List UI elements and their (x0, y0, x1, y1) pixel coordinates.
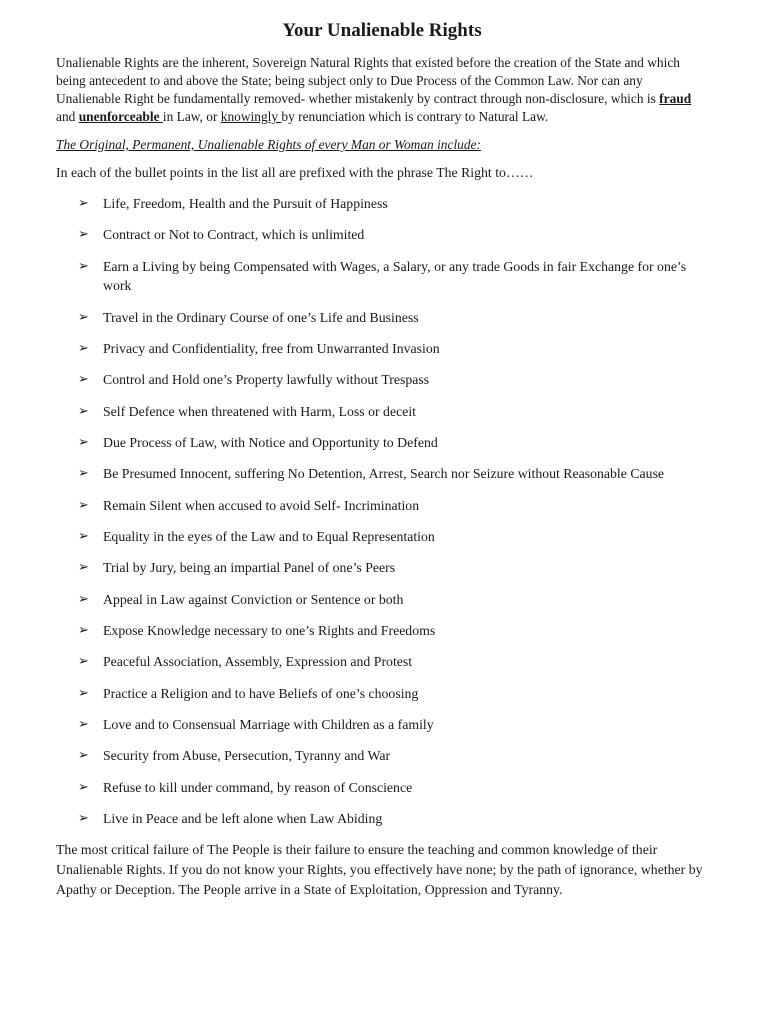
arrow-bullet-icon: ➢ (78, 779, 89, 795)
right-list-item (56, 402, 708, 422)
right-text: Love and to Consensual Marriage with Children as a family (103, 717, 434, 732)
right-text: Practice a Religion and to have Beliefs of one’s choosing (103, 685, 419, 701)
right-text: Self Defence when threatened with Harm, Loss or deceit (103, 403, 416, 419)
right-list-item (56, 308, 708, 328)
right-list-item (56, 778, 708, 798)
arrow-bullet-icon: ➢ (78, 196, 89, 211)
right-text: Security from Abuse, Persecution, Tyranny and War (103, 748, 391, 764)
arrow-bullet-icon: ➢ (78, 258, 89, 274)
right-text: Equality in the eyes of the Law and to Equal Representation (103, 528, 435, 544)
right-list-item (56, 194, 708, 214)
right-list-item (56, 370, 708, 390)
right-text: Privacy and Confidentiality, free from Unwarranted Invasion (103, 340, 440, 356)
intro-fraud-emphasis: fraud (659, 91, 692, 106)
right-list-item (56, 225, 708, 245)
prefix-sentence: In each of the bullet points in the list all are prefixed with the phrase The Right to…… (56, 165, 534, 180)
arrow-bullet-icon: ➢ (78, 591, 89, 607)
right-list-item (56, 684, 708, 704)
right-list-item (56, 715, 708, 735)
right-list-item (56, 590, 708, 610)
right-list-item (56, 257, 708, 296)
right-list-item (56, 809, 708, 829)
right-list-item (56, 527, 708, 547)
right-text: Appeal in Law against Conviction or Sentence or both (103, 591, 404, 607)
right-text: Trial by Jury, being an impartial Panel of one’s Peers (103, 560, 396, 576)
arrow-bullet-icon: ➢ (78, 717, 89, 732)
arrow-bullet-icon: ➢ (78, 560, 89, 576)
arrow-bullet-icon: ➢ (78, 685, 89, 701)
right-text: Travel in the Ordinary Course of one’s Life and Business (103, 309, 419, 325)
right-text: Contract or Not to Contract, which is unlimited (103, 227, 365, 243)
arrow-bullet-icon: ➢ (78, 497, 89, 513)
document-title: Your Unalienable Rights (282, 20, 482, 41)
right-text: Remain Silent when accused to avoid Self- Incrimination (103, 497, 420, 513)
right-text: Peaceful Association, Assembly, Expression and Protest (103, 654, 413, 670)
right-text: Live in Peace and be left alone when Law Abiding (103, 811, 383, 827)
intro-paragraph (56, 54, 708, 126)
right-list-item (56, 558, 708, 578)
arrow-bullet-icon: ➢ (78, 528, 89, 544)
arrow-bullet-icon: ➢ (78, 654, 89, 670)
right-text: Earn a Living by being Compensated with Wages, a Salary, or any trade Goods in fair Exchange for one’s work (103, 258, 687, 294)
right-text: Due Process of Law, with Notice and Opportunity to Defend (103, 434, 438, 450)
arrow-bullet-icon: ➢ (78, 403, 89, 419)
arrow-bullet-icon: ➢ (78, 372, 89, 388)
right-list-item (56, 746, 708, 766)
right-list-item (56, 339, 708, 359)
arrow-bullet-icon: ➢ (78, 622, 89, 638)
intro-and: and (56, 109, 79, 124)
right-text: Control and Hold one’s Property lawfully without Trespass (103, 372, 430, 388)
intro-knowingly-emphasis: knowingly (220, 109, 282, 124)
arrow-bullet-icon: ➢ (78, 227, 89, 243)
right-list-item (56, 652, 708, 672)
rights-subheading: The Original, Permanent, Unalienable Rights of every Man or Woman include: (56, 137, 481, 152)
arrow-bullet-icon: ➢ (78, 309, 89, 325)
arrow-bullet-icon: ➢ (78, 811, 89, 827)
right-text: Refuse to kill under command, by reason of Conscience (103, 779, 413, 795)
right-text: Be Presumed Innocent, suffering No Detention, Arrest, Search nor Seizure without Reasonable Cause (103, 466, 665, 482)
rights-list (56, 194, 708, 829)
arrow-bullet-icon: ➢ (78, 748, 89, 764)
intro-text: Unalienable Rights are the inherent, Sovereign Natural Rights that existed before the creation of the State and which being antecedent to and above the State; being subject only to Due Process of the Common Law. Nor can any Unalienable Right be fundamentally removed- whether mistakenly by contract through non-disclosure, which is (56, 55, 680, 106)
right-list-item (56, 433, 708, 453)
right-text: Expose Knowledge necessary to one’s Rights and Freedoms (103, 622, 436, 638)
arrow-bullet-icon: ➢ (78, 340, 89, 356)
intro-ending: by renunciation which is contrary to Natural Law. (281, 109, 549, 124)
right-list-item (56, 496, 708, 516)
document-page (56, 18, 708, 900)
arrow-bullet-icon: ➢ (78, 434, 89, 450)
right-list-item (56, 621, 708, 641)
arrow-bullet-icon: ➢ (78, 466, 89, 482)
closing-paragraph: The most critical failure of The People is their failure to ensure the teaching and common knowledge of their Unalienable Rights. If you do not know your Rights, you effectively have none; by the path of ignorance, whether by Apathy or Deception. The People arrive in a State of Exploitation, Oppression and Tyranny. (56, 842, 703, 898)
intro-unenforceable-emphasis: unenforceable (78, 109, 163, 124)
right-text: Life, Freedom, Health and the Pursuit of Happiness (103, 196, 388, 211)
intro-in-law: in Law, or (162, 109, 221, 124)
right-list-item (56, 464, 708, 484)
